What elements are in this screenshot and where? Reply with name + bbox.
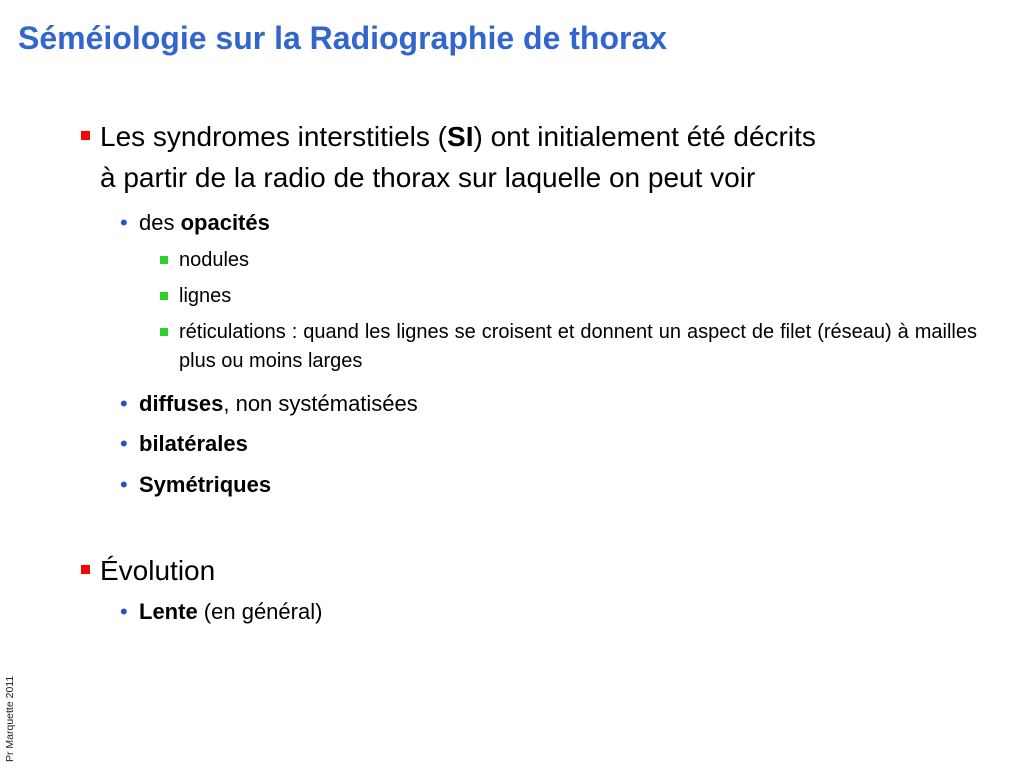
- bullet-syndromes: [100, 119, 816, 154]
- green-square-bullet-icon: [160, 292, 168, 300]
- green-square-bullet-icon: [160, 256, 168, 264]
- sub-sub-bullet-text: nodules: [179, 249, 250, 271]
- sub-bullet-diffuses: [120, 391, 418, 417]
- red-square-bullet-icon: [81, 565, 90, 574]
- sub-bullet-lente: [120, 599, 323, 625]
- author-credit: Pr Marquette 2011: [4, 675, 16, 762]
- sub-bullet-symetriques: [120, 472, 272, 498]
- green-square-bullet-icon: [160, 328, 168, 336]
- blue-dot-bullet-icon: •: [120, 472, 128, 497]
- sub-sub-bullet-nodules: [179, 246, 249, 275]
- sub-bullet-bold-diffuses: diffuses: [139, 391, 224, 416]
- sub-sub-bullet-text: réticulations : quand les lignes se croisent et donnent un aspect de filet (réseau) à mailles plus ou moins larges: [179, 321, 977, 372]
- bullet-text-part: ) ont initialement été décrits: [473, 121, 816, 152]
- blue-dot-bullet-icon: •: [120, 210, 128, 235]
- blue-dot-bullet-icon: •: [120, 599, 128, 624]
- sub-sub-bullet-reticulations: [179, 318, 977, 376]
- sub-bullet-bold-opacites: opacités: [180, 210, 270, 235]
- sub-bullet-opacites: [120, 210, 270, 236]
- bullet-text-part: Les syndromes interstitiels (: [100, 121, 448, 152]
- sub-bullet-bold-symetriques: Symétriques: [139, 472, 272, 497]
- sub-bullet-text-part: (en général): [197, 599, 323, 624]
- blue-dot-bullet-icon: •: [120, 391, 128, 416]
- blue-dot-bullet-icon: •: [120, 431, 128, 456]
- sub-sub-bullet-lignes: [179, 282, 231, 311]
- sub-bullet-bold-bilaterales: bilatérales: [139, 431, 248, 456]
- sub-bullet-text-part: , non systématisées: [223, 391, 418, 416]
- sub-bullet-text-part: des: [139, 210, 181, 235]
- bullet-syndromes-continuation: à partir de la radio de thorax sur laquelle on peut voir: [100, 162, 756, 193]
- sub-bullet-bold-lente: Lente: [139, 599, 198, 624]
- bullet-text: Évolution: [100, 555, 216, 586]
- red-square-bullet-icon: [81, 131, 90, 140]
- slide-title: Séméiologie sur la Radiographie de thorax: [18, 20, 668, 56]
- sub-sub-bullet-text: lignes: [179, 285, 232, 307]
- sub-bullet-bilaterales: [120, 431, 248, 457]
- bullet-bold-si: SI: [447, 121, 474, 152]
- bullet-evolution: [100, 553, 215, 588]
